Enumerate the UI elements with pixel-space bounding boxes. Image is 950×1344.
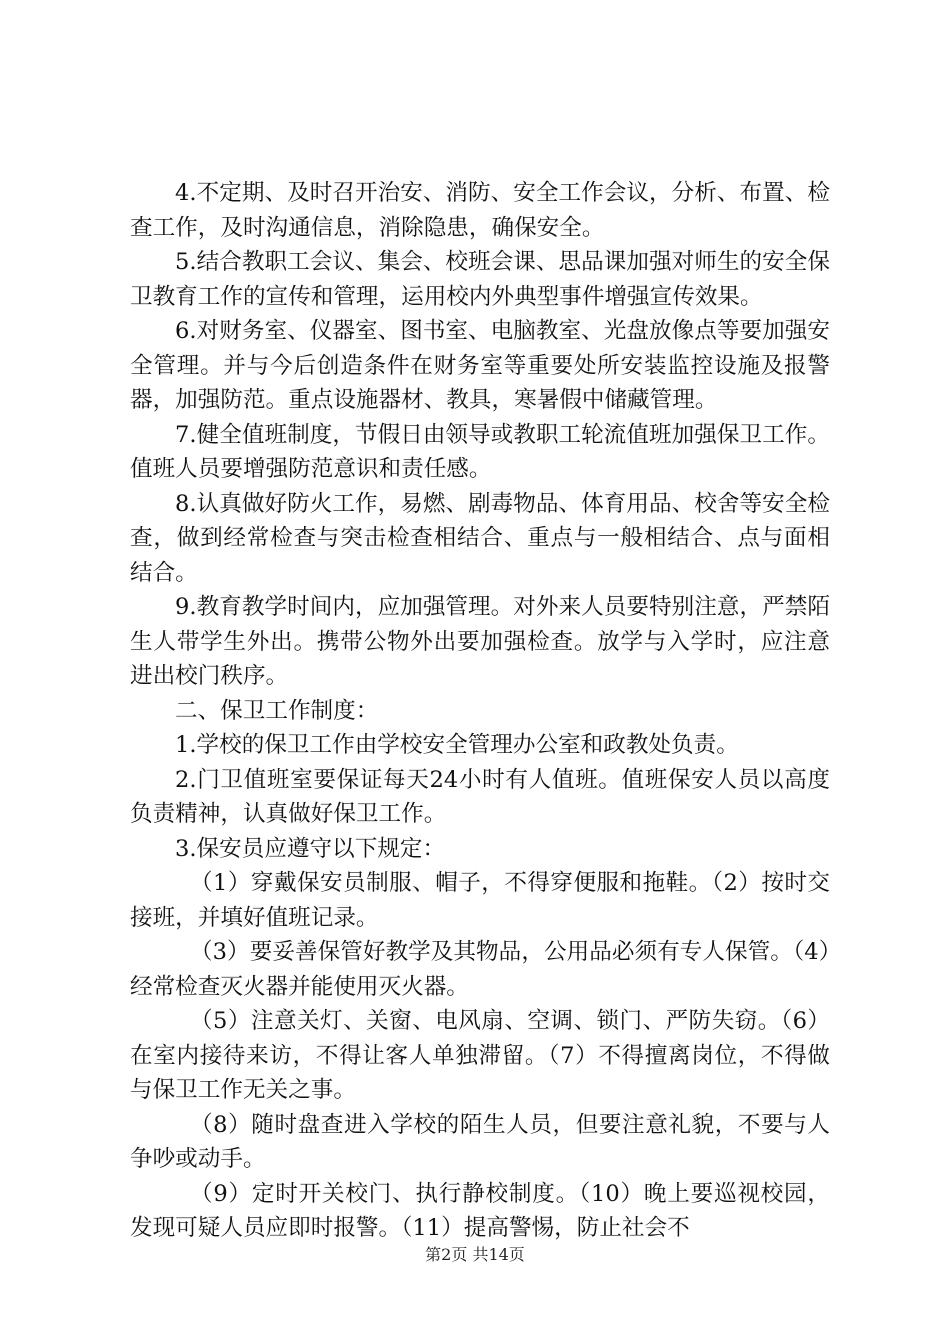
paragraph-item-9: 9.教育教学时间内，应加强管理。对外来人员要特别注意，严禁陌生人带学生外出。携带公物外出要加强检查。放学与入学时，应注意进出校门秩序。 (130, 594, 830, 689)
section-heading: 二、保卫工作制度： (175, 697, 379, 724)
sub-rule-8: （8）随时盘查进入学校的陌生人员，但要注意礼貌，不要与人争吵或动手。 (130, 1111, 830, 1172)
sub-rule-9-11: （9）定时开关校门、执行静校制度。（10）晚上要巡视校园，发现可疑人员应即时报警。（11）提高警惕，防止社会不 (130, 1180, 830, 1241)
paragraph-item-7: 7.健全值班制度，节假日由领导或教职工轮流值班加强保卫工作。值班人员要增强防范意识和责任感。 (130, 421, 830, 482)
page-footer (0, 1245, 950, 1265)
page-number: 第2页 共14页 (425, 1245, 525, 1264)
rule-item-1: 1.学校的保卫工作由学校安全管理办公室和政教处负责。 (175, 732, 739, 758)
sub-rule-5-7: （5）注意关灯、关窗、电风扇、空调、锁门、严防失窃。（6）在室内接待来访，不得让客人单独滞留。（7）不得擅离岗位，不得做与保卫工作无关之事。 (130, 1008, 830, 1103)
rule-item-3: 3.保安员应遵守以下规定： (175, 835, 446, 862)
paragraph-item-4: 4.不定期、及时召开治安、消防、安全工作会议，分析、布置、检查工作，及时沟通信息，消除隐患，确保安全。 (130, 180, 830, 241)
sub-rule-1-2: （1）穿戴保安员制服、帽子，不得穿便服和拖鞋。（2）按时交接班，并填好值班记录。 (130, 870, 830, 931)
document-body (130, 176, 830, 1246)
rule-item-2: 2.门卫值班室要保证每天24小时有人值班。值班保安人员以高度负责精神，认真做好保卫工作。 (130, 766, 830, 827)
paragraph-item-5: 5.结合教职工会议、集会、校班会课、思品课加强对师生的安全保卫教育工作的宣传和管理，运用校内外典型事件增强宣传效果。 (130, 249, 830, 310)
sub-rule-3-4: （3）要妥善保管好教学及其物品，公用品必须有专人保管。（4）经常检查灭火器并能使用灭火器。 (130, 939, 830, 1000)
paragraph-item-6: 6.对财务室、仪器室、图书室、电脑教室、光盘放像点等要加强安全管理。并与今后创造条件在财务室等重要处所安装监控设施及报警器，加强防范。重点设施器材、教具，寒暑假中储藏管理。 (130, 318, 830, 413)
paragraph-item-8: 8.认真做好防火工作，易燃、剧毒物品、体育用品、校舍等安全检查，做到经常检查与突击检查相结合、重点与一般相结合、点与面相结合。 (130, 490, 830, 586)
